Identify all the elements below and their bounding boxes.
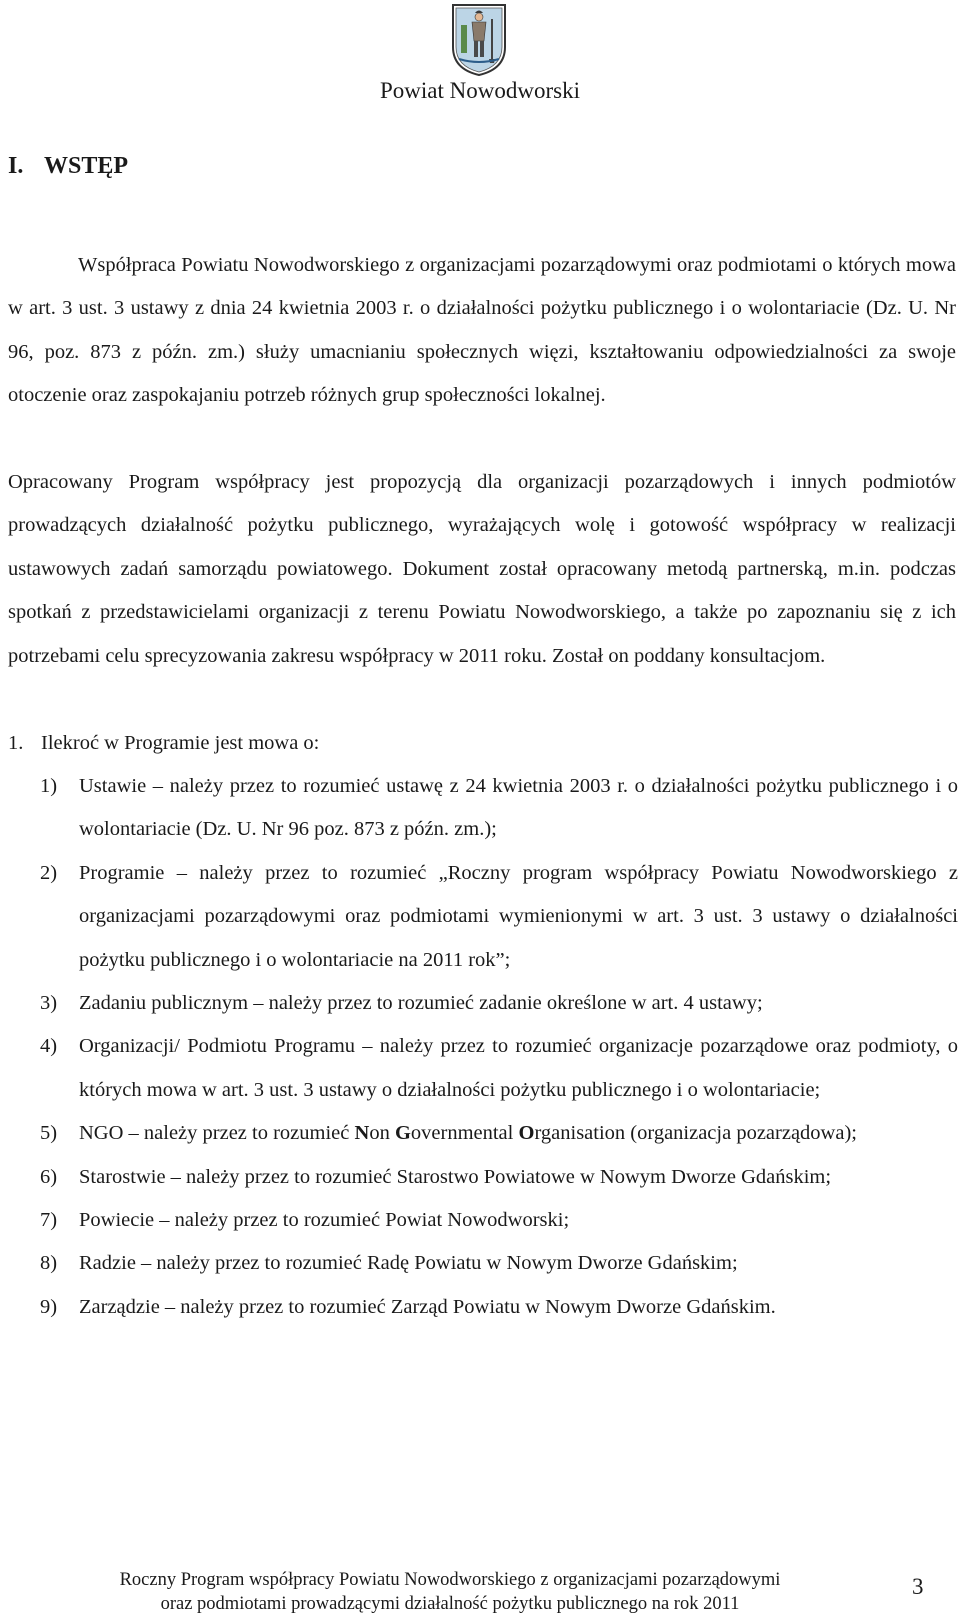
definitions-number: 1. (8, 732, 24, 754)
definition-number: 9) (40, 1295, 58, 1318)
definition-text: Zadaniu publicznym – należy przez to rozumieć zadanie określone w art. 4 ustawy; (79, 992, 763, 1015)
definition-item (40, 852, 958, 982)
definition-text: Starostwie – należy przez to rozumieć Starostwo Powiatowe w Nowym Dworze Gdańskim; (79, 1165, 832, 1188)
definition-text: Programie – należy przez to rozumieć „Roczny program współpracy Powiatu Nowodworskiego z organizacjami pozarządowymi oraz podmiotami wymienionymi w art. 3 ust. 3 ustawy o działalności pożytku publicznego i o wolontariacie na 2011 rok”; (79, 861, 958, 971)
section-number: I. (8, 153, 24, 179)
page-number: 3 (912, 1574, 924, 1599)
definitions-intro (8, 722, 319, 765)
definition-item (40, 1242, 958, 1285)
header-title: Powiat Nowodworski (380, 78, 580, 103)
definition-number: 1) (40, 775, 58, 797)
definition-text: Radzie – należy przez to rozumieć Radę Powiatu w Nowym Dworze Gdańskim; (79, 1252, 738, 1275)
definitions-list (40, 765, 958, 1329)
definitions-intro-text: Ilekroć w Programie jest mowa o: (41, 732, 320, 754)
acronym-letter: O (518, 1122, 535, 1145)
definition-item (40, 765, 958, 852)
definition-item (40, 1112, 958, 1155)
definition-number: 7) (40, 1209, 58, 1232)
definition-item (40, 1025, 958, 1112)
definition-number: 8) (40, 1252, 58, 1275)
definition-text-part: rganisation (organizacja pozarządowa); (534, 1122, 857, 1145)
definition-number: 5) (40, 1122, 58, 1145)
definition-text: Ustawie – należy przez to rozumieć ustawę z 24 kwietnia 2003 r. o działalności pożytku publicznego i o wolontariacie (Dz. U. Nr 96 poz. 873 z późn. zm.); (79, 775, 958, 841)
definition-number: 4) (40, 1035, 58, 1058)
intro-paragraph-text: Współpraca Powiatu Nowodworskiego z organizacjami pozarządowymi oraz podmiotami o których mowa w art. 3 ust. 3 ustawy z dnia 24 kwietnia 2003 r. o działalności pożytku publicznego i o wolontariacie (Dz. U. Nr 96, poz. 873 z późn. zm.) służy umacnianiu społecznych więzi, kształtowaniu odpowiedzialności za swoje otoczenie oraz zaspokajaniu potrzeb różnych grup społeczności lokalnej. (8, 254, 956, 407)
intro-paragraph (8, 244, 956, 418)
page-footer (0, 1568, 900, 1616)
definition-number: 3) (40, 992, 58, 1015)
definition-text: Powiecie – należy przez to rozumieć Powiat Nowodworski; (79, 1209, 570, 1232)
section-title: WSTĘP (44, 153, 129, 179)
definition-number: 6) (40, 1165, 58, 1188)
footer-line: Roczny Program współpracy Powiatu Nowodworskiego z organizacjami pozarządowymi (119, 1570, 781, 1590)
coat-of-arms-emblem (451, 3, 507, 77)
definition-item (40, 1156, 958, 1199)
definition-text: Zarządzie – należy przez to rozumieć Zarząd Powiatu w Nowym Dworze Gdańskim. (79, 1295, 776, 1318)
acronym-letter: N (354, 1122, 370, 1145)
program-paragraph: Opracowany Program współpracy jest propozycją dla organizacji pozarządowych i innych podmiotów prowadzących działalność pożytku publicznego, wyrażających wolę i gotowość współpracy w realizacji ustawowych zadań samorządu powiatowego. Dokument został opracowany metodą partnerską, m.in. podczas spotkań z przedstawicielami organizacji z terenu Powiatu Nowodworskiego, a także po zapoznaniu się z ich potrzebami celu sprecyzowania zakresu współpracy w 2011 roku. Został on poddany konsultacjom. (8, 471, 956, 667)
definition-text-part: NGO – należy przez to rozumieć (79, 1122, 355, 1145)
definition-text: Organizacji/ Podmiotu Programu – należy przez to rozumieć organizacje pozarządowe oraz podmioty, o których mowa w art. 3 ust. 3 ustawy o działalności pożytku publicznego i o wolontariacie; (79, 1035, 958, 1101)
definition-text-part: overnmental (410, 1122, 519, 1145)
definition-text (79, 1112, 958, 1155)
definition-item (40, 1199, 958, 1242)
footer-line: oraz podmiotami prowadzącymi działalność pożytku publicznego na rok 2011 (160, 1594, 740, 1614)
section-heading (8, 150, 128, 182)
acronym-letter: G (394, 1122, 411, 1145)
definition-item (40, 1286, 958, 1329)
definition-text-part: on (369, 1122, 395, 1145)
definition-item (40, 982, 958, 1025)
definition-number: 2) (40, 861, 58, 884)
